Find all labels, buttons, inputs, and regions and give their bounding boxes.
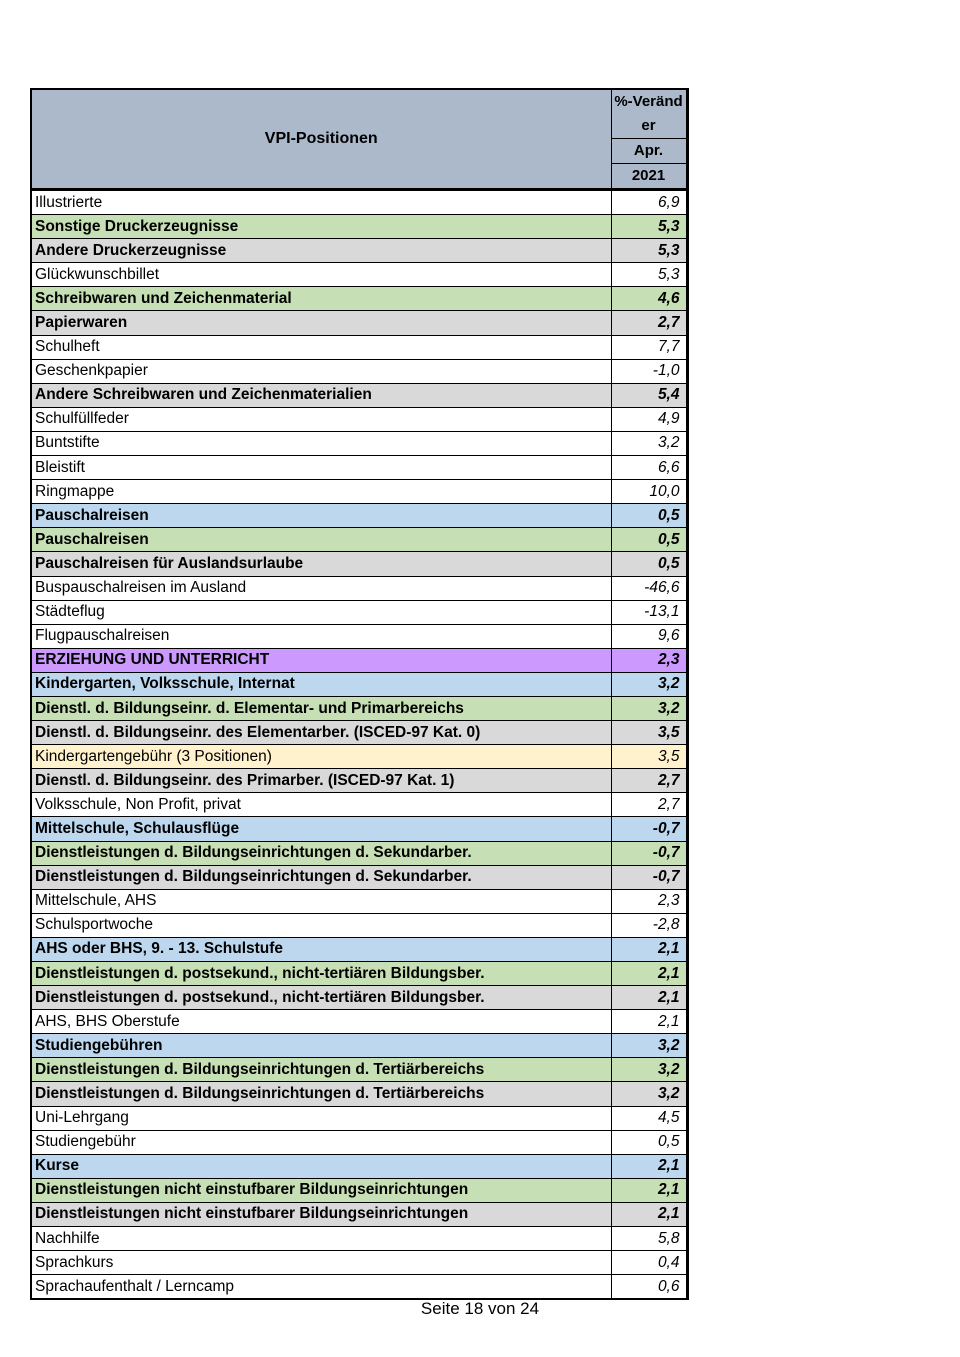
row-value: 10,0 <box>611 480 687 504</box>
row-label: Dienstleistungen nicht einstufbarer Bildungseinrichtungen <box>31 1202 611 1226</box>
table-row <box>31 841 687 865</box>
row-value: 5,8 <box>611 1227 687 1251</box>
row-value: 5,3 <box>611 239 687 263</box>
row-value: 4,9 <box>611 407 687 431</box>
row-value: 5,3 <box>611 215 687 239</box>
row-label: Dienstl. d. Bildungseinr. des Elementarber. (ISCED-97 Kat. 0) <box>31 721 611 745</box>
table-row <box>31 721 687 745</box>
row-label: Uni-Lehrgang <box>31 1106 611 1130</box>
table-row <box>31 1178 687 1202</box>
row-value: 0,5 <box>611 1130 687 1154</box>
row-value: 2,1 <box>611 937 687 961</box>
row-value: 0,5 <box>611 504 687 528</box>
table-row <box>31 552 687 576</box>
row-label: Kindergartengebühr (3 Positionen) <box>31 745 611 769</box>
row-value: 3,5 <box>611 721 687 745</box>
table-row <box>31 407 687 431</box>
table-body <box>31 190 687 1300</box>
row-label: Kurse <box>31 1154 611 1178</box>
table-row <box>31 576 687 600</box>
table-row <box>31 1202 687 1226</box>
row-value: 3,2 <box>611 696 687 720</box>
row-value: -46,6 <box>611 576 687 600</box>
table-row <box>31 913 687 937</box>
table-row <box>31 962 687 986</box>
row-value: 3,2 <box>611 1082 687 1106</box>
table-row <box>31 1251 687 1275</box>
header-change-label: %-Veränder <box>611 89 687 139</box>
row-label: Schreibwaren und Zeichenmaterial <box>31 287 611 311</box>
row-value: 5,4 <box>611 383 687 407</box>
table-header <box>31 89 687 190</box>
row-value: 2,1 <box>611 986 687 1010</box>
table-row <box>31 1082 687 1106</box>
row-value: 0,4 <box>611 1251 687 1275</box>
row-label: AHS, BHS Oberstufe <box>31 1010 611 1034</box>
table-row <box>31 263 687 287</box>
table-row <box>31 1227 687 1251</box>
row-value: 2,1 <box>611 1010 687 1034</box>
table-row <box>31 383 687 407</box>
row-value: -13,1 <box>611 600 687 624</box>
row-label: Dienstleistungen d. postsekund., nicht-tertiären Bildungsber. <box>31 962 611 986</box>
table-row <box>31 745 687 769</box>
table-row <box>31 1106 687 1130</box>
row-value: 2,1 <box>611 1154 687 1178</box>
row-label: Mittelschule, Schulausflüge <box>31 817 611 841</box>
row-label: Papierwaren <box>31 311 611 335</box>
table-row <box>31 769 687 793</box>
vpi-table <box>30 88 689 1300</box>
row-value: 0,6 <box>611 1275 687 1300</box>
table-row <box>31 359 687 383</box>
row-value: 2,1 <box>611 962 687 986</box>
table-row <box>31 335 687 359</box>
row-label: Schulsportwoche <box>31 913 611 937</box>
row-label: Bleistift <box>31 456 611 480</box>
table-row <box>31 215 687 239</box>
table-row <box>31 528 687 552</box>
table-row <box>31 287 687 311</box>
table-row <box>31 1275 687 1300</box>
row-label: Glückwunschbillet <box>31 263 611 287</box>
row-value: 4,6 <box>611 287 687 311</box>
row-label: Sprachkurs <box>31 1251 611 1275</box>
table-row <box>31 600 687 624</box>
row-value: 3,2 <box>611 672 687 696</box>
table-row <box>31 1154 687 1178</box>
row-label: Buntstifte <box>31 431 611 455</box>
table-row <box>31 239 687 263</box>
row-label: AHS oder BHS, 9. - 13. Schulstufe <box>31 937 611 961</box>
row-value: 2,3 <box>611 889 687 913</box>
row-label: Geschenkpapier <box>31 359 611 383</box>
table-row <box>31 1010 687 1034</box>
row-value: 6,9 <box>611 190 687 215</box>
table-row <box>31 817 687 841</box>
row-value: 4,5 <box>611 1106 687 1130</box>
table-row <box>31 456 687 480</box>
row-value: 3,2 <box>611 431 687 455</box>
row-label: Dienstleistungen d. postsekund., nicht-tertiären Bildungsber. <box>31 986 611 1010</box>
table-row <box>31 311 687 335</box>
row-label: Dienstleistungen d. Bildungseinrichtungen d. Tertiärbereichs <box>31 1058 611 1082</box>
table-row <box>31 624 687 648</box>
row-label: Kindergarten, Volksschule, Internat <box>31 672 611 696</box>
row-value: -1,0 <box>611 359 687 383</box>
row-label: Städteflug <box>31 600 611 624</box>
row-value: 2,3 <box>611 648 687 672</box>
page-footer: Seite 18 von 24 <box>420 1299 540 1318</box>
row-value: 5,3 <box>611 263 687 287</box>
row-value: 0,5 <box>611 528 687 552</box>
row-value: 2,7 <box>611 311 687 335</box>
row-value: 2,1 <box>611 1178 687 1202</box>
row-value: 0,5 <box>611 552 687 576</box>
row-label: Andere Schreibwaren und Zeichenmaterialien <box>31 383 611 407</box>
table-row <box>31 1058 687 1082</box>
row-label: Dienstl. d. Bildungseinr. des Primarber. (ISCED-97 Kat. 1) <box>31 769 611 793</box>
row-label: Buspauschalreisen im Ausland <box>31 576 611 600</box>
table-row <box>31 793 687 817</box>
row-value: 3,5 <box>611 745 687 769</box>
row-value: 9,6 <box>611 624 687 648</box>
row-label: Dienstl. d. Bildungseinr. d. Elementar- und Primarbereichs <box>31 696 611 720</box>
table-row <box>31 937 687 961</box>
table-row <box>31 696 687 720</box>
table-row <box>31 865 687 889</box>
row-label: Dienstleistungen d. Bildungseinrichtungen d. Sekundarber. <box>31 841 611 865</box>
header-label: VPI-Positionen <box>31 89 611 190</box>
row-label: ERZIEHUNG UND UNTERRICHT <box>31 648 611 672</box>
table-row <box>31 1034 687 1058</box>
row-value: 6,6 <box>611 456 687 480</box>
table-row <box>31 889 687 913</box>
row-label: Pauschalreisen <box>31 504 611 528</box>
table-row <box>31 648 687 672</box>
row-label: Dienstleistungen nicht einstufbarer Bildungseinrichtungen <box>31 1178 611 1202</box>
row-value: -0,7 <box>611 865 687 889</box>
table-row <box>31 1130 687 1154</box>
row-value: 7,7 <box>611 335 687 359</box>
row-value: -0,7 <box>611 817 687 841</box>
row-label: Sonstige Druckerzeugnisse <box>31 215 611 239</box>
row-label: Dienstleistungen d. Bildungseinrichtungen d. Sekundarber. <box>31 865 611 889</box>
table-row <box>31 986 687 1010</box>
row-label: Pauschalreisen für Auslandsurlaube <box>31 552 611 576</box>
row-label: Sprachaufenthalt / Lerncamp <box>31 1275 611 1300</box>
header-year: 2021 <box>611 164 687 190</box>
table-row <box>31 504 687 528</box>
table-row <box>31 672 687 696</box>
header-month: Apr. <box>611 139 687 164</box>
row-value: -0,7 <box>611 841 687 865</box>
table-row <box>31 431 687 455</box>
row-label: Andere Druckerzeugnisse <box>31 239 611 263</box>
row-value: 2,7 <box>611 769 687 793</box>
row-value: 3,2 <box>611 1034 687 1058</box>
row-label: Mittelschule, AHS <box>31 889 611 913</box>
row-value: -2,8 <box>611 913 687 937</box>
row-label: Studiengebühren <box>31 1034 611 1058</box>
row-label: Nachhilfe <box>31 1227 611 1251</box>
row-label: Dienstleistungen d. Bildungseinrichtungen d. Tertiärbereichs <box>31 1082 611 1106</box>
row-label: Volksschule, Non Profit, privat <box>31 793 611 817</box>
table-row <box>31 480 687 504</box>
row-label: Studiengebühr <box>31 1130 611 1154</box>
row-value: 2,7 <box>611 793 687 817</box>
row-label: Ringmappe <box>31 480 611 504</box>
row-label: Pauschalreisen <box>31 528 611 552</box>
row-value: 2,1 <box>611 1202 687 1226</box>
row-label: Flugpauschalreisen <box>31 624 611 648</box>
row-value: 3,2 <box>611 1058 687 1082</box>
row-label: Schulheft <box>31 335 611 359</box>
row-label: Illustrierte <box>31 190 611 215</box>
table-row <box>31 190 687 215</box>
row-label: Schulfüllfeder <box>31 407 611 431</box>
